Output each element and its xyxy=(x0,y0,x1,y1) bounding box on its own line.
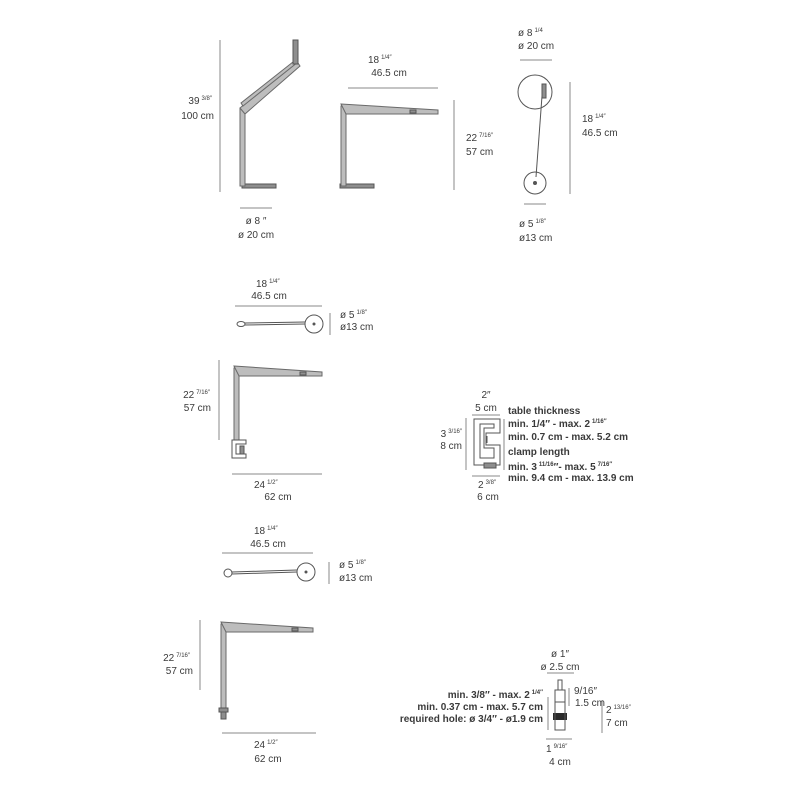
height-label-in: 22 $^{7/16}$″ xyxy=(183,390,210,401)
grommet-pin xyxy=(221,712,226,719)
lamp-arm-line xyxy=(245,322,305,323)
range-label-in: min. 3/8″ - max. 2 $^{1/4}$″ xyxy=(447,690,543,701)
length-label-in: 18 $^{1/4}$″ xyxy=(582,114,606,125)
bottom-label-in: 2 $^{3/8}$″ xyxy=(478,480,497,491)
head-label-cm: ø 20 cm xyxy=(518,41,555,52)
collar-label-in: 9/16″ xyxy=(574,686,598,697)
clamp-pivot xyxy=(237,322,245,327)
head-label-in: ø 8 $^{1/4}$ xyxy=(518,28,543,39)
height-label-cm: 57 cm xyxy=(183,403,211,414)
height-label-cm: 100 cm xyxy=(181,111,214,122)
height-label-in: 39 $^{3/8}$″ xyxy=(188,96,212,107)
height-label-in: 22 $^{7/16}$″ xyxy=(163,653,190,664)
desk-side-view xyxy=(181,40,300,241)
top-label-cm: ø 2.5 cm xyxy=(540,662,580,673)
grommet-side-view xyxy=(163,620,316,765)
clamp-length-in: min. 3 $^{11/16}$″- max. 5 $^{7/16}$″ xyxy=(508,462,613,473)
grommet-sleeve xyxy=(555,690,565,702)
lamp-lower-arm xyxy=(341,106,346,186)
head-label-in: ø 5 $^{1/8}$″ xyxy=(339,560,366,571)
lamp-upper-arm xyxy=(341,104,438,114)
top-label-in: ø 1″ xyxy=(551,649,569,660)
lamp-upper-arm xyxy=(221,622,313,632)
grommet-detail xyxy=(400,649,632,768)
lamp-arm-shadow xyxy=(241,58,298,106)
height-label-cm: 57 cm xyxy=(466,147,494,158)
head-label-in: ø 5 $^{1/8}$″ xyxy=(340,310,367,321)
length-label-cm: 46.5 cm xyxy=(582,128,618,139)
height-label-cm: 57 cm xyxy=(165,666,193,677)
bottom-label-cm: 6 cm xyxy=(477,492,499,503)
clamp-screw-knob xyxy=(484,463,496,468)
grommet-pin xyxy=(558,680,562,690)
lamp-head-center xyxy=(313,323,316,326)
width-label-in: 24 $^{1/2}$″ xyxy=(254,740,278,751)
height-label-cm: 7 cm xyxy=(606,718,628,729)
clamp-detail xyxy=(440,390,633,503)
table-thickness-title: table thickness xyxy=(508,406,581,417)
lamp-arm-line-2 xyxy=(245,324,305,325)
collar-label-cm: 1.5 cm xyxy=(575,698,606,709)
lamp-upper-arm xyxy=(234,366,322,376)
lamp-base-pivot xyxy=(533,181,537,185)
bottom-label-in: 1 $^{9/16}$″ xyxy=(546,744,568,755)
length-label-in: 18 $^{1/4}$″ xyxy=(254,526,278,537)
lamp-arm-line xyxy=(232,570,297,572)
lamp-head-switch xyxy=(300,372,306,375)
head-label-cm: ø13 cm xyxy=(339,573,373,584)
height-label-in: 3 $^{3/16}$″ xyxy=(440,429,462,440)
lamp-lower-arm xyxy=(234,368,239,440)
width-label-cm: 46.5 cm xyxy=(371,68,407,79)
base-label-cm: ø13 cm xyxy=(519,233,553,244)
lamp-lower-arm xyxy=(240,108,245,186)
base-label-in: ø 8 ″ xyxy=(245,216,267,227)
grommet-pivot xyxy=(224,569,232,577)
required-hole-label: required hole: ø 3/4″ - ø1.9 cm xyxy=(399,714,543,725)
range-label-cm: min. 0.37 cm - max. 5.7 cm xyxy=(417,702,543,713)
lamp-head-center xyxy=(305,571,308,574)
lamp-head-switch xyxy=(292,628,298,631)
width-label-in: 18 $^{1/4}$″ xyxy=(368,55,392,66)
length-label-cm: 46.5 cm xyxy=(251,291,287,302)
height-label-in: 2 $^{13/16}$″ xyxy=(606,705,631,716)
base-label-cm: ø 20 cm xyxy=(237,230,275,241)
height-label-cm: 8 cm xyxy=(440,441,462,452)
lamp-head-circle xyxy=(518,75,552,109)
clamp-side-view xyxy=(183,360,322,503)
grommet-collar xyxy=(219,708,228,712)
width-label-cm: 62 cm xyxy=(254,754,282,765)
desk-front-view xyxy=(340,55,494,190)
table-thickness-cm: min. 0.7 cm - max. 5.2 cm xyxy=(508,432,629,443)
width-label-cm: 62 cm xyxy=(264,492,292,503)
length-label-in: 18 $^{1/4}$″ xyxy=(256,279,280,290)
top-label-cm: 5 cm xyxy=(475,403,497,414)
grommet-top-view xyxy=(222,526,372,584)
head-label-cm: ø13 cm xyxy=(340,322,374,333)
lamp-head-hinge xyxy=(542,84,546,98)
bottom-label-cm: 4 cm xyxy=(549,757,571,768)
base-label-in: ø 5 $^{1/8}$″ xyxy=(519,219,546,230)
lamp-lower-arm xyxy=(221,624,226,708)
lamp-head-switch xyxy=(410,110,416,113)
clamp-screw xyxy=(240,446,244,454)
top-label-in: 2″ xyxy=(481,390,491,401)
width-label-in: 24 $^{1/2}$″ xyxy=(254,480,278,491)
clamp-length-cm: min. 9.4 cm - max. 13.9 cm xyxy=(508,473,634,484)
clamp-length-title: clamp length xyxy=(508,447,570,458)
clamp-top-view xyxy=(235,279,373,335)
height-label-in: 22 $^{7/16}$″ xyxy=(466,133,493,144)
desk-top-view xyxy=(518,28,618,244)
table-thickness-in: min. 1/4″ - max. 2 $^{1/16}$″ xyxy=(508,419,607,430)
length-label-cm: 46.5 cm xyxy=(250,539,286,550)
lamp-arm-line-2 xyxy=(232,572,297,574)
lamp-head xyxy=(293,40,298,64)
lamp-base xyxy=(242,184,276,188)
